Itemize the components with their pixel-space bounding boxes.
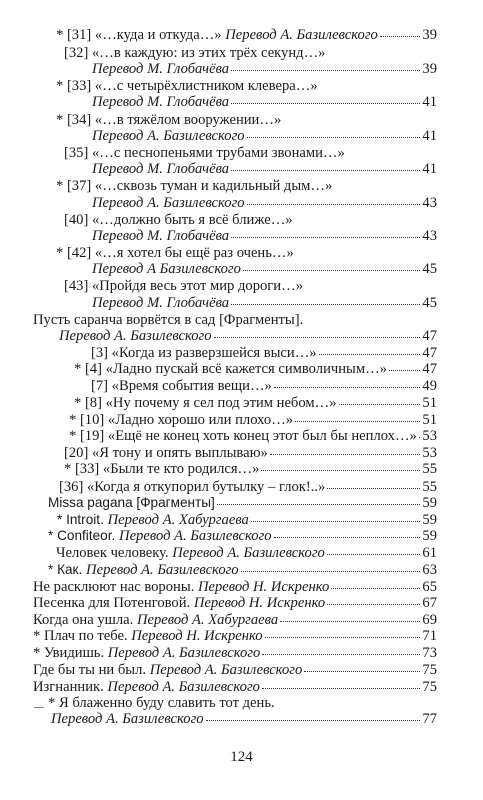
entry-title: * [8] «Ну почему я сел под этим небом…» — [74, 395, 337, 411]
dot-leader — [380, 25, 421, 39]
entry-page-number: 47 — [422, 361, 437, 377]
entry-translator: Перевод А. Базилевского — [92, 128, 245, 144]
entry-translator: Перевод А. Базилевского — [51, 711, 204, 727]
entry-title: * [19] «Ещё не конец хоть конец этот был бы неплох…» — [69, 428, 417, 444]
dot-leader — [231, 226, 420, 240]
dot-leader — [270, 443, 421, 457]
dot-leader — [247, 193, 421, 207]
entry-title: * [34] «…в тяжёлом вооружении…» — [56, 112, 282, 128]
entry-page-number: 45 — [422, 295, 437, 311]
dot-leader — [241, 560, 421, 574]
dot-leader — [280, 610, 420, 624]
entry-page-number: 45 — [422, 261, 437, 277]
entry-title: * Я блаженно буду славить тот день. — [48, 695, 275, 711]
dot-leader — [419, 426, 421, 440]
entry-title: [7] «Время события вещи…» — [91, 378, 272, 394]
entry-translator: Перевод А. Хабургаева — [136, 612, 279, 628]
entry-translator: Перевод А. Базилевского — [172, 545, 325, 561]
entry-title: * [31] «…куда и откуда…» — [56, 27, 226, 43]
entry-translator: Перевод М. Глобачёва — [92, 61, 230, 77]
entry-translator: Перевод А. Базилевского — [92, 195, 245, 211]
dot-leader — [274, 376, 421, 390]
entry-title: Когда она ушла. — [33, 612, 137, 628]
dot-leader — [331, 577, 420, 591]
dot-leader — [243, 259, 420, 273]
dot-leader — [319, 343, 421, 357]
entry-page-number: 55 — [422, 479, 437, 495]
entry-translator: Перевод А. Базилевского — [107, 645, 261, 661]
entry-title: * Плач по тебе. — [33, 628, 132, 644]
entry-page-number: 73 — [422, 645, 437, 661]
dot-leader — [327, 477, 420, 491]
entry-title: [20] «Я тону и опять выплываю» — [64, 445, 268, 461]
entry-title: [32] «…в каждую: из этих трёх секунд…» — [64, 45, 326, 61]
entry-page-number: 69 — [422, 612, 437, 628]
entry-translator: Перевод А. Базилевского — [59, 328, 212, 344]
entry-page-number: 59 — [422, 528, 437, 544]
entry-title: * Как. — [48, 562, 87, 577]
entry-page-number: 53 — [422, 428, 437, 444]
entry-title: Где бы ты ни был. — [33, 662, 150, 678]
entry-page-number: 47 — [422, 328, 437, 344]
entry-page-number: 39 — [422, 61, 437, 77]
dot-leader — [251, 510, 421, 524]
dot-leader — [231, 92, 420, 106]
entry-page-number: 61 — [422, 545, 437, 561]
entry-page-number: 75 — [422, 662, 437, 678]
entry-page-number: 77 — [422, 711, 437, 727]
entry-page-number: 43 — [422, 228, 437, 244]
entry-translator: Перевод М. Глобачёва — [92, 295, 230, 311]
entry-page-number: 55 — [422, 461, 437, 477]
entry-title: [35] «…с песнопеньями трубами звонами…» — [64, 145, 345, 161]
entry-title: Не расклюют нас вороны. — [33, 579, 198, 595]
dot-leader — [231, 59, 420, 73]
dot-leader — [327, 593, 420, 607]
entry-title: Пусть саранча ворвётся в сад [Фрагменты]. — [33, 312, 304, 328]
entry-page-number: 51 — [422, 395, 437, 411]
margin-mark — [34, 707, 44, 708]
entry-title: * Увидишь. — [33, 645, 108, 661]
entry-title: [3] «Когда из разверзшейся выси…» — [91, 345, 317, 361]
entry-page-number: 43 — [422, 195, 437, 211]
entry-translator: Перевод А. Хабургаева — [107, 512, 249, 528]
dot-leader — [339, 393, 421, 407]
page-number: 124 — [230, 749, 253, 765]
entry-title: * Introit. — [57, 512, 108, 527]
entry-translator: Перевод А. Базилевского — [149, 662, 303, 678]
entry-title: Missa pagana [Фрагменты] — [48, 495, 215, 510]
dot-leader — [214, 326, 421, 340]
entry-page-number: 59 — [422, 495, 437, 511]
dot-leader — [262, 643, 420, 657]
dot-leader — [217, 493, 421, 507]
entry-title: Песенка для Потенговой. — [33, 595, 194, 611]
entry-translator: Перевод М. Глобачёва — [92, 161, 230, 177]
dot-leader — [231, 159, 420, 173]
toc-entry — [92, 92, 437, 112]
dot-leader — [231, 293, 420, 307]
entry-page-number: 47 — [422, 345, 437, 361]
toc-entry — [51, 709, 437, 729]
dot-leader — [389, 359, 420, 373]
entry-page-number: 67 — [422, 595, 437, 611]
entry-title: [43] «Пройдя весь этот мир дороги…» — [64, 278, 303, 294]
toc-entry — [64, 459, 437, 479]
entry-page-number: 59 — [422, 512, 437, 528]
dot-leader — [274, 526, 421, 540]
entry-title: * Confiteor. — [48, 528, 120, 543]
entry-page-number: 63 — [422, 562, 437, 578]
entry-translator: Перевод А. Базилевского — [86, 562, 239, 578]
entry-page-number: 41 — [422, 94, 437, 110]
entry-translator: Перевод А. Базилевского — [119, 528, 272, 544]
entry-page-number: 41 — [422, 161, 437, 177]
entry-page-number: 75 — [422, 679, 437, 695]
entry-title: [40] «…должно быть я всё ближе…» — [64, 212, 293, 228]
dot-leader — [262, 677, 420, 691]
entry-page-number: 53 — [422, 445, 437, 461]
toc-entry — [56, 25, 437, 45]
entry-title: * [33] «…с четырёхлистником клевера…» — [56, 78, 318, 94]
entry-translator: Перевод Н. Искренко — [193, 595, 326, 611]
entry-translator: Перевод А. Базилевского — [107, 679, 260, 695]
dot-leader — [265, 626, 421, 640]
entry-title: Человек человеку. — [56, 545, 173, 561]
entry-page-number: 39 — [422, 27, 437, 43]
entry-page-number: 41 — [422, 128, 437, 144]
entry-title: Изгнанник. — [33, 679, 108, 695]
entry-translator: Перевод Н. Искренко — [197, 579, 330, 595]
entry-title: * [33] «Были те кто родился…» — [64, 461, 260, 477]
dot-leader — [327, 543, 421, 557]
dot-leader — [206, 709, 421, 723]
entry-title: * [42] «…я хотел бы ещё раз очень…» — [56, 245, 294, 261]
entry-translator: Перевод М. Глобачёва — [92, 228, 230, 244]
entry-translator: Перевод М. Глобачёва — [92, 94, 230, 110]
dot-leader — [247, 126, 421, 140]
entry-page-number: 65 — [422, 579, 437, 595]
entry-page-number: 71 — [422, 628, 437, 644]
entry-translator: Перевод А. Базилевского — [225, 27, 378, 43]
entry-title: * [4] «Ладно пускай всё кажется символичным…» — [74, 361, 387, 377]
entry-page-number: 49 — [422, 378, 437, 394]
entry-title: * [37] «…сквозь туман и кадильный дым…» — [56, 178, 333, 194]
entry-translator: Перевод Н. Искренко — [131, 628, 263, 644]
dot-leader — [295, 410, 420, 424]
entry-title: * [10] «Ладно хорошо или плохо…» — [69, 412, 294, 428]
entry-page-number: 51 — [422, 412, 437, 428]
entry-title: [36] «Когда я откупорил бутылку – глок!..» — [59, 479, 326, 495]
entry-translator: Перевод А Базилевского — [92, 261, 241, 277]
dot-leader — [304, 660, 420, 674]
dot-leader — [261, 459, 420, 473]
